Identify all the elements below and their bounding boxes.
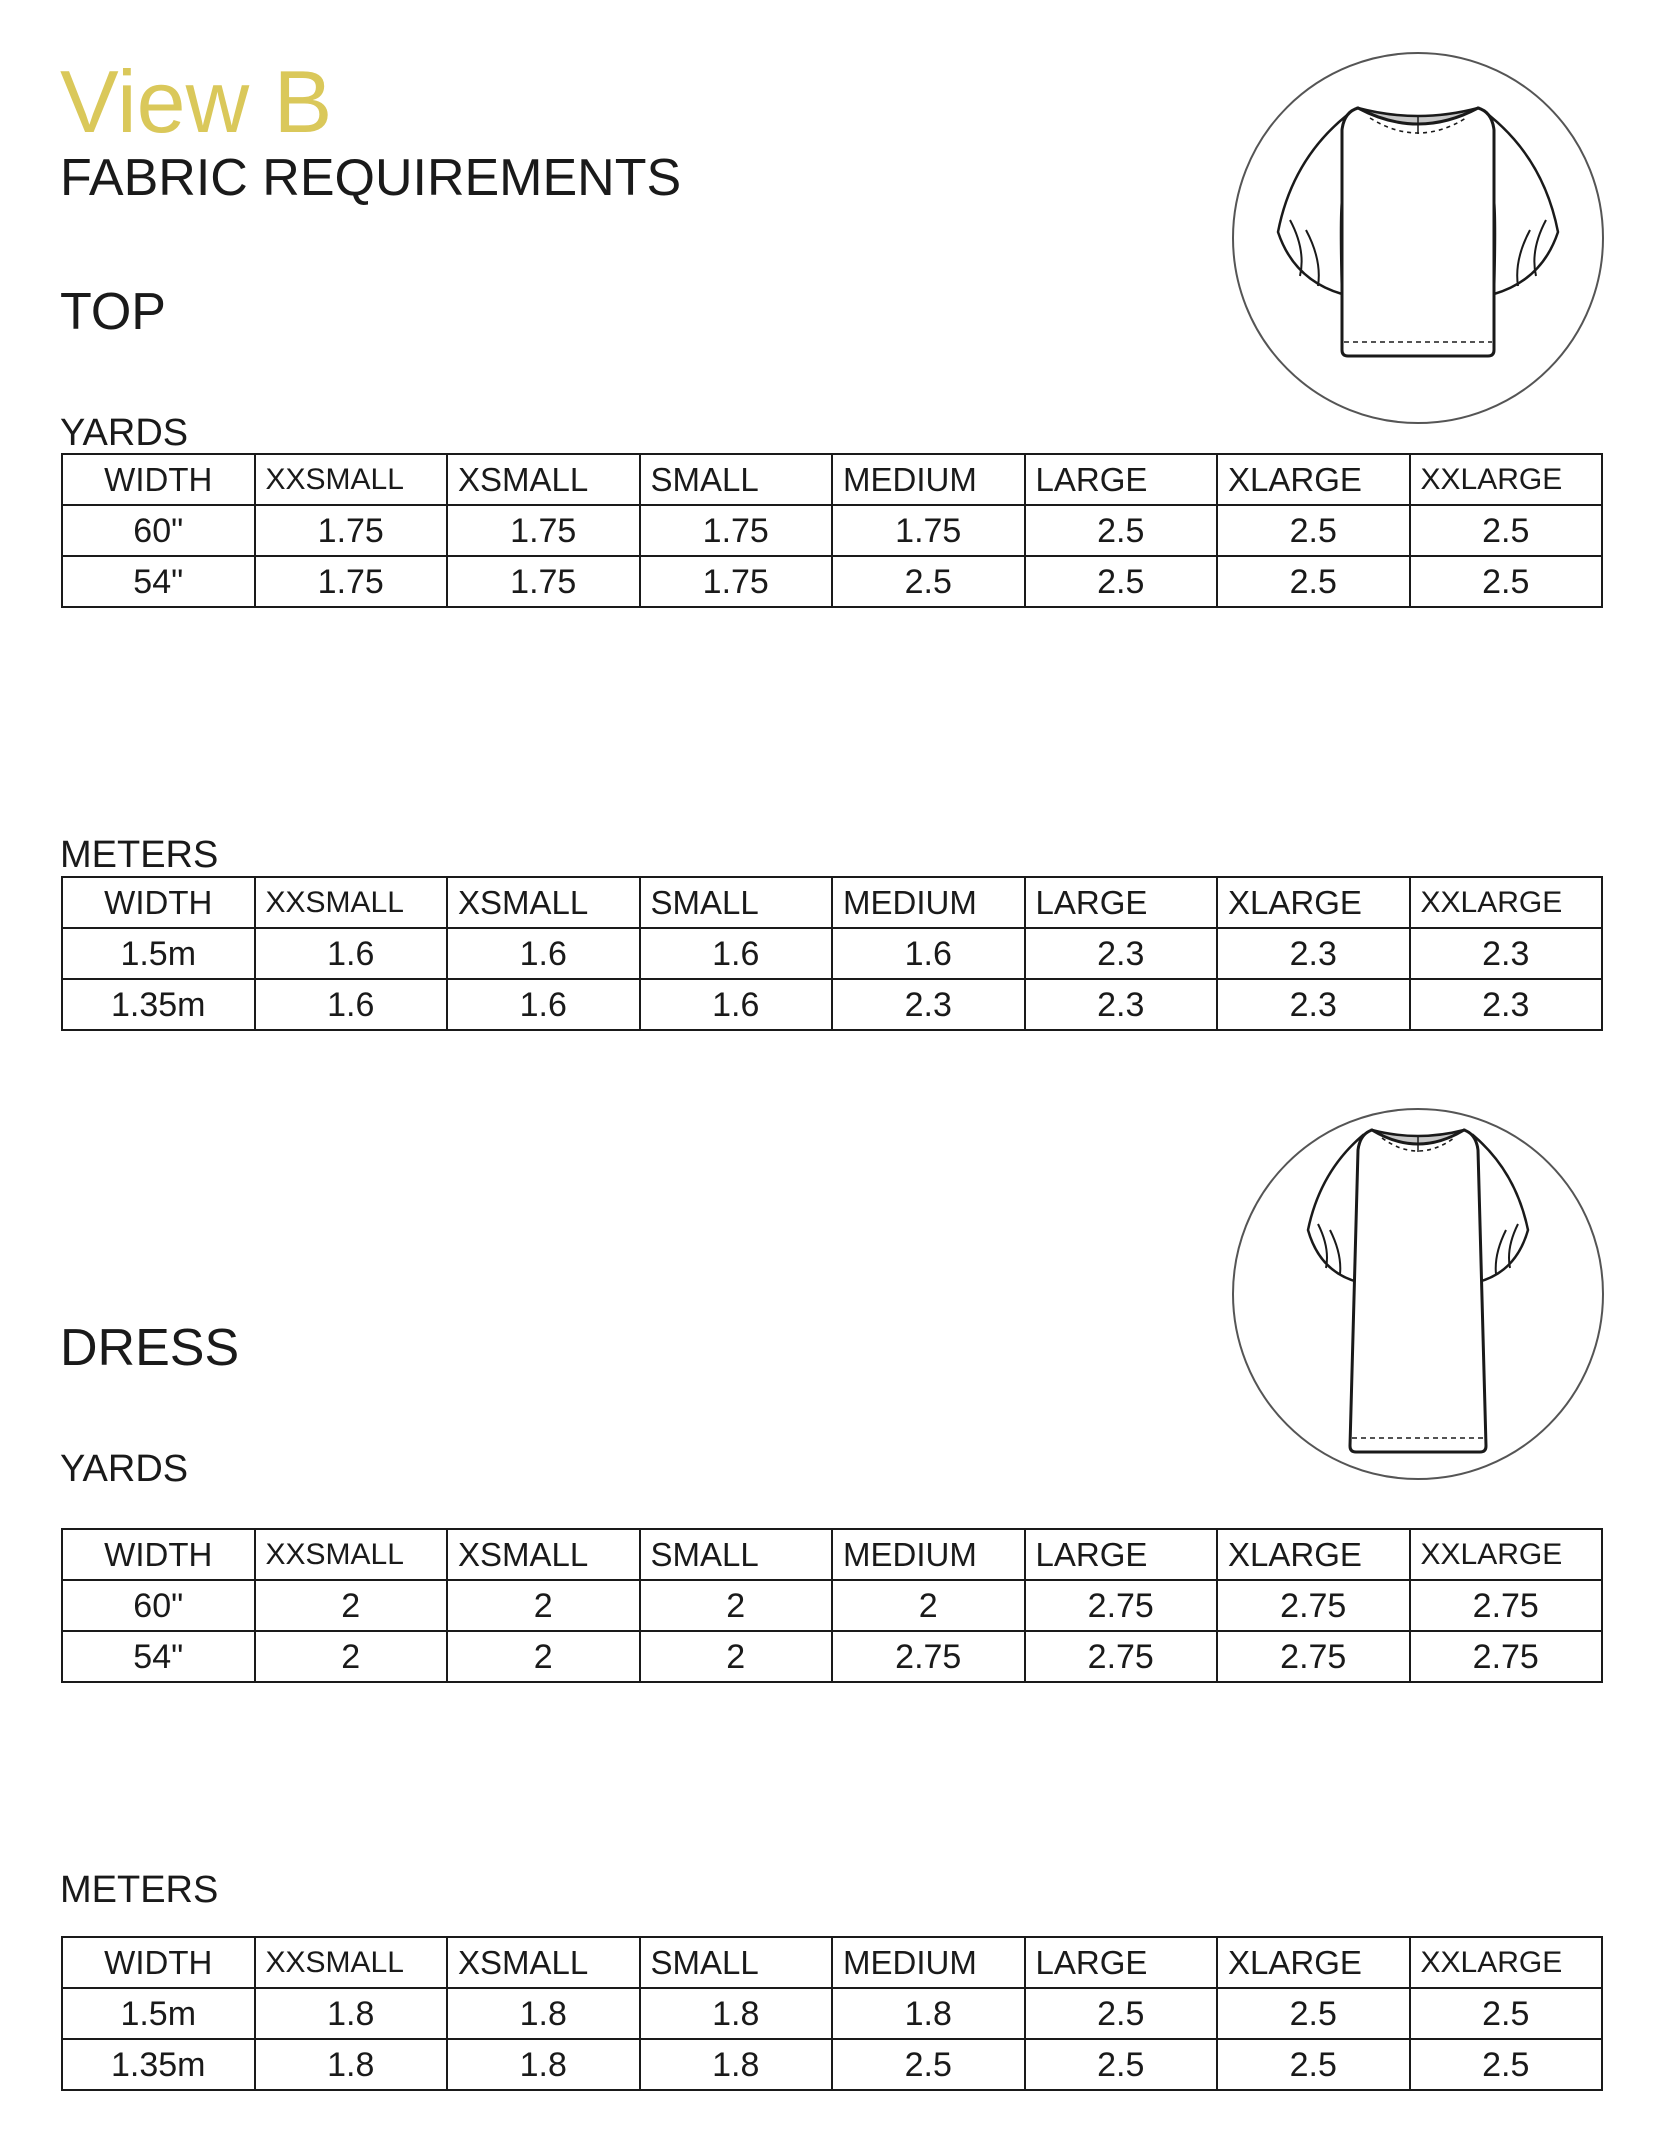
header-cell: LARGE — [1025, 877, 1218, 928]
header-cell: SMALL — [640, 877, 833, 928]
header-cell: XXLARGE — [1410, 454, 1603, 505]
table-cell: 2.5 — [1410, 505, 1603, 556]
top-section-title: TOP — [60, 283, 166, 341]
table-cell: 2.3 — [1217, 928, 1410, 979]
header-cell: WIDTH — [62, 1937, 255, 1988]
table-cell: 2 — [640, 1580, 833, 1631]
table-cell: 1.6 — [447, 979, 640, 1030]
table-cell: 1.6 — [640, 979, 833, 1030]
table-cell: 1.8 — [255, 2039, 448, 2090]
table-cell: 1.75 — [640, 505, 833, 556]
page-subtitle: FABRIC REQUIREMENTS — [60, 149, 682, 207]
table-row — [62, 979, 1602, 1030]
header-cell: XXSMALL — [255, 877, 448, 928]
table-row — [62, 928, 1602, 979]
header-cell: XLARGE — [1217, 877, 1410, 928]
header-cell: SMALL — [640, 1529, 833, 1580]
table-cell: 1.75 — [447, 505, 640, 556]
table-cell: 2.75 — [1025, 1631, 1218, 1682]
header-cell: WIDTH — [62, 454, 255, 505]
table-cell: 2.5 — [1410, 1988, 1603, 2039]
table-header-row — [62, 1529, 1602, 1580]
table-cell: 1.8 — [640, 2039, 833, 2090]
table-cell: 2.75 — [1217, 1631, 1410, 1682]
header-cell: XSMALL — [447, 1937, 640, 1988]
table-cell: 2.5 — [1410, 2039, 1603, 2090]
header-cell: LARGE — [1025, 1937, 1218, 1988]
header-cell: XXSMALL — [255, 454, 448, 505]
header-cell: XXSMALL — [255, 1937, 448, 1988]
header-cell: LARGE — [1025, 454, 1218, 505]
table-cell: 1.75 — [255, 556, 448, 607]
table-cell: 1.6 — [640, 928, 833, 979]
table-row — [62, 2039, 1602, 2090]
table-cell: 2.5 — [832, 556, 1025, 607]
dress-yards-table — [61, 1528, 1603, 1683]
table-cell: 1.75 — [447, 556, 640, 607]
header-cell: LARGE — [1025, 1529, 1218, 1580]
top-meters-table — [61, 876, 1603, 1031]
table-cell: 2 — [832, 1580, 1025, 1631]
page-title: View B — [60, 52, 333, 151]
table-cell: 2.3 — [1410, 979, 1603, 1030]
header-cell: MEDIUM — [832, 454, 1025, 505]
table-cell: 1.8 — [640, 1988, 833, 2039]
table-cell: 2.75 — [1410, 1631, 1603, 1682]
dress-section-title: DRESS — [60, 1319, 240, 1377]
header-cell: MEDIUM — [832, 877, 1025, 928]
dress-yards-label: YARDS — [60, 1448, 189, 1490]
header-cell: XSMALL — [447, 454, 640, 505]
table-cell: 1.5m — [62, 928, 255, 979]
table-row — [62, 505, 1602, 556]
table-cell: 2.5 — [1217, 505, 1410, 556]
table-cell: 1.8 — [447, 1988, 640, 2039]
table-cell: 2.3 — [832, 979, 1025, 1030]
header-cell: WIDTH — [62, 877, 255, 928]
table-cell: 2 — [447, 1631, 640, 1682]
header-cell: XLARGE — [1217, 1937, 1410, 1988]
table-cell: 2.75 — [832, 1631, 1025, 1682]
top-meters-label: METERS — [60, 834, 219, 876]
table-cell: 2.5 — [1025, 556, 1218, 607]
table-cell: 2 — [255, 1580, 448, 1631]
table-cell: 1.75 — [255, 505, 448, 556]
table-row — [62, 1580, 1602, 1631]
table-cell: 2.5 — [1025, 2039, 1218, 2090]
table-cell: 2.5 — [1410, 556, 1603, 607]
header-cell: XSMALL — [447, 877, 640, 928]
header-cell: XSMALL — [447, 1529, 640, 1580]
table-cell: 54" — [62, 1631, 255, 1682]
table-cell: 2.3 — [1217, 979, 1410, 1030]
header-cell: XLARGE — [1217, 1529, 1410, 1580]
table-cell: 2.3 — [1410, 928, 1603, 979]
table-cell: 2.5 — [1217, 1988, 1410, 2039]
table-cell: 1.6 — [255, 928, 448, 979]
header-cell: MEDIUM — [832, 1529, 1025, 1580]
table-cell: 2.5 — [1217, 556, 1410, 607]
header-cell: WIDTH — [62, 1529, 255, 1580]
header-cell: XLARGE — [1217, 454, 1410, 505]
table-cell: 60" — [62, 505, 255, 556]
top-yards-label: YARDS — [60, 412, 189, 454]
header-cell: XXLARGE — [1410, 1937, 1603, 1988]
table-cell: 2.5 — [1217, 2039, 1410, 2090]
table-cell: 2 — [255, 1631, 448, 1682]
table-cell: 1.8 — [832, 1988, 1025, 2039]
header-cell: MEDIUM — [832, 1937, 1025, 1988]
table-header-row — [62, 454, 1602, 505]
table-cell: 54" — [62, 556, 255, 607]
table-header-row — [62, 877, 1602, 928]
table-row — [62, 556, 1602, 607]
table-cell: 1.35m — [62, 979, 255, 1030]
table-cell: 1.35m — [62, 2039, 255, 2090]
table-cell: 2.5 — [1025, 1988, 1218, 2039]
table-cell: 2.5 — [1025, 505, 1218, 556]
table-cell: 1.8 — [255, 1988, 448, 2039]
header-cell: SMALL — [640, 1937, 833, 1988]
table-cell: 1.6 — [447, 928, 640, 979]
header-cell: XXLARGE — [1410, 877, 1603, 928]
header-cell: SMALL — [640, 454, 833, 505]
table-cell: 1.75 — [832, 505, 1025, 556]
table-cell: 1.6 — [255, 979, 448, 1030]
table-cell: 2 — [640, 1631, 833, 1682]
table-cell: 2 — [447, 1580, 640, 1631]
table-cell: 2.75 — [1410, 1580, 1603, 1631]
table-row — [62, 1988, 1602, 2039]
table-cell: 2.3 — [1025, 979, 1218, 1030]
header-cell: XXSMALL — [255, 1529, 448, 1580]
table-header-row — [62, 1937, 1602, 1988]
table-cell: 1.8 — [447, 2039, 640, 2090]
header-cell: XXLARGE — [1410, 1529, 1603, 1580]
top-yards-table — [61, 453, 1603, 608]
table-cell: 2.75 — [1217, 1580, 1410, 1631]
table-cell: 2.3 — [1025, 928, 1218, 979]
table-cell: 2.75 — [1025, 1580, 1218, 1631]
dress-meters-table — [61, 1936, 1603, 2091]
dress-garment-illustration — [1230, 1106, 1606, 1482]
table-row — [62, 1631, 1602, 1682]
dress-meters-label: METERS — [60, 1869, 219, 1911]
table-cell: 2.5 — [832, 2039, 1025, 2090]
table-cell: 1.75 — [640, 556, 833, 607]
table-cell: 1.6 — [832, 928, 1025, 979]
table-cell: 60" — [62, 1580, 255, 1631]
table-cell: 1.5m — [62, 1988, 255, 2039]
top-garment-illustration — [1230, 50, 1606, 426]
